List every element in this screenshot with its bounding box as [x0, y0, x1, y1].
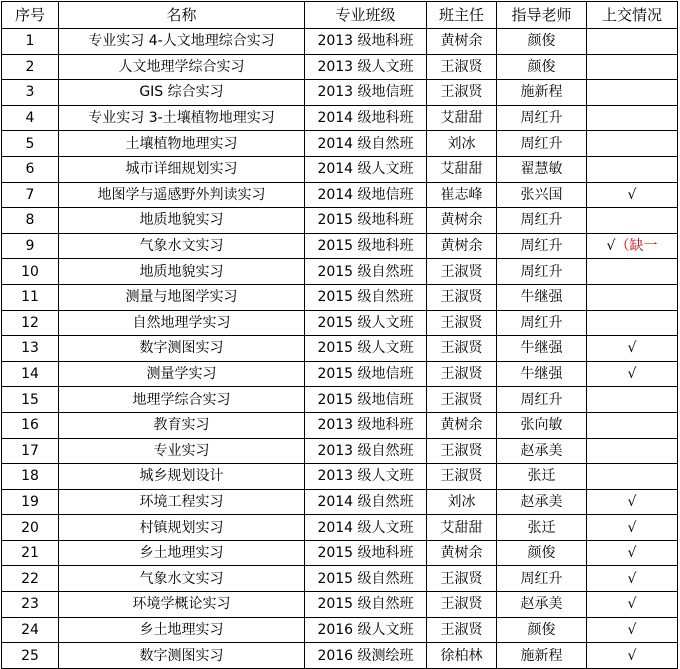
class-cell: 2013 级地科班	[305, 29, 427, 55]
practicum-name-cell: 乡土地理实习	[59, 540, 305, 566]
submission-status-cell	[587, 566, 678, 592]
homeroom-teacher-cell: 王淑贤	[427, 592, 497, 618]
advisor-cell: 周红升	[497, 310, 587, 336]
advisor-cell: 周红升	[497, 387, 587, 413]
check-mark: √	[627, 493, 637, 510]
submission-status-cell	[587, 182, 678, 208]
class-cell: 2015 级地科班	[305, 208, 427, 234]
practicum-name-cell: 环境学概论实习	[59, 592, 305, 618]
row-number-cell: 5	[2, 131, 59, 157]
practicum-name-cell: 环境工程实习	[59, 489, 305, 515]
table-row	[2, 617, 678, 643]
practicum-name-cell: 地图学与遥感野外判读实习	[59, 182, 305, 208]
advisor-cell: 周红升	[497, 131, 587, 157]
row-number-cell: 10	[2, 259, 59, 285]
class-cell: 2015 级自然班	[305, 592, 427, 618]
advisor-cell: 张兴国	[497, 182, 587, 208]
practicum-name-cell: 人文地理学综合实习	[59, 54, 305, 80]
practicum-name-cell: 专业实习 4-人文地理综合实习	[59, 29, 305, 55]
row-number-cell: 4	[2, 105, 59, 131]
submission-status-cell	[587, 464, 678, 490]
row-number-cell: 24	[2, 617, 59, 643]
row-number-cell: 22	[2, 566, 59, 592]
practicum-name-cell: 气象水文实习	[59, 566, 305, 592]
table-row	[2, 515, 678, 541]
row-number-cell: 17	[2, 438, 59, 464]
row-number-cell: 1	[2, 29, 59, 55]
class-cell: 2015 级地信班	[305, 387, 427, 413]
row-number-cell: 8	[2, 208, 59, 234]
practicum-name-cell: 数字测图实习	[59, 336, 305, 362]
row-number-cell: 21	[2, 540, 59, 566]
homeroom-teacher-cell: 王淑贤	[427, 259, 497, 285]
submission-status-cell	[587, 515, 678, 541]
table-row	[2, 643, 678, 669]
check-mark: √	[606, 238, 616, 255]
row-number-cell: 3	[2, 80, 59, 106]
homeroom-teacher-cell: 刘冰	[427, 489, 497, 515]
class-cell: 2015 级人文班	[305, 336, 427, 362]
class-cell: 2015 级自然班	[305, 284, 427, 310]
header-name: 名称	[59, 2, 305, 29]
practicum-name-cell: 土壤植物地理实习	[59, 131, 305, 157]
homeroom-teacher-cell: 艾甜甜	[427, 515, 497, 541]
submission-status-cell	[587, 387, 678, 413]
advisor-cell: 周红升	[497, 105, 587, 131]
advisor-cell: 周红升	[497, 208, 587, 234]
row-number-cell: 13	[2, 336, 59, 362]
row-number-cell: 12	[2, 310, 59, 336]
homeroom-teacher-cell: 黄树余	[427, 29, 497, 55]
practicum-name-cell: 教育实习	[59, 412, 305, 438]
class-cell: 2015 级地信班	[305, 361, 427, 387]
check-mark: √	[627, 647, 637, 664]
homeroom-teacher-cell: 王淑贤	[427, 617, 497, 643]
check-mark: √	[627, 366, 637, 383]
practicum-name-cell: GIS 综合实习	[59, 80, 305, 106]
homeroom-teacher-cell: 王淑贤	[427, 566, 497, 592]
check-mark: √	[627, 570, 637, 587]
homeroom-teacher-cell: 王淑贤	[427, 336, 497, 362]
table-row	[2, 156, 678, 182]
practicum-name-cell: 专业实习	[59, 438, 305, 464]
practicum-name-cell: 地质地貌实习	[59, 259, 305, 285]
submission-status-cell	[587, 489, 678, 515]
check-mark: √	[627, 596, 637, 613]
missing-note: （缺一	[615, 238, 658, 255]
practicum-name-cell: 地理学综合实习	[59, 387, 305, 413]
class-cell: 2014 级人文班	[305, 156, 427, 182]
submission-status-cell	[587, 540, 678, 566]
homeroom-teacher-cell: 徐柏林	[427, 643, 497, 669]
header-number: 序号	[2, 2, 59, 29]
table-row	[2, 540, 678, 566]
check-mark: √	[627, 545, 637, 562]
submission-status-cell	[587, 412, 678, 438]
header-submission-status: 上交情况	[587, 2, 678, 29]
submission-status-cell	[587, 643, 678, 669]
submission-status-cell	[587, 438, 678, 464]
submission-status-cell	[587, 617, 678, 643]
class-cell: 2015 级地科班	[305, 540, 427, 566]
advisor-cell: 颜俊	[497, 540, 587, 566]
row-number-cell: 2	[2, 54, 59, 80]
advisor-cell: 施新程	[497, 80, 587, 106]
homeroom-teacher-cell: 黄树余	[427, 233, 497, 259]
advisor-cell: 颜俊	[497, 617, 587, 643]
table-row	[2, 284, 678, 310]
homeroom-teacher-cell: 王淑贤	[427, 80, 497, 106]
submission-status-cell	[587, 29, 678, 55]
row-number-cell: 16	[2, 412, 59, 438]
submission-status-cell	[587, 131, 678, 157]
table-row	[2, 208, 678, 234]
practicum-name-cell: 乡土地理实习	[59, 617, 305, 643]
homeroom-teacher-cell: 艾甜甜	[427, 156, 497, 182]
submission-status-cell	[587, 592, 678, 618]
class-cell: 2014 级地科班	[305, 105, 427, 131]
submission-status-cell	[587, 233, 678, 259]
row-number-cell: 11	[2, 284, 59, 310]
practicum-name-cell: 村镇规划实习	[59, 515, 305, 541]
submission-status-cell	[587, 361, 678, 387]
homeroom-teacher-cell: 王淑贤	[427, 438, 497, 464]
practicum-name-cell: 自然地理学实习	[59, 310, 305, 336]
practicum-table	[1, 1, 678, 669]
table-row	[2, 412, 678, 438]
check-mark: √	[627, 519, 637, 536]
advisor-cell: 牛继强	[497, 336, 587, 362]
advisor-cell: 张迁	[497, 515, 587, 541]
submission-status-cell	[587, 80, 678, 106]
table-row	[2, 233, 678, 259]
advisor-cell: 牛继强	[497, 361, 587, 387]
homeroom-teacher-cell: 王淑贤	[427, 284, 497, 310]
row-number-cell: 14	[2, 361, 59, 387]
class-cell: 2014 级人文班	[305, 515, 427, 541]
practicum-name-cell: 数字测图实习	[59, 643, 305, 669]
advisor-cell: 赵承美	[497, 592, 587, 618]
class-cell: 2015 级自然班	[305, 259, 427, 285]
table-row	[2, 438, 678, 464]
row-number-cell: 25	[2, 643, 59, 669]
advisor-cell: 牛继强	[497, 284, 587, 310]
advisor-cell: 张向敏	[497, 412, 587, 438]
submission-status-cell	[587, 208, 678, 234]
practicum-name-cell: 城乡规划设计	[59, 464, 305, 490]
class-cell: 2013 级人文班	[305, 464, 427, 490]
class-cell: 2014 级地信班	[305, 182, 427, 208]
homeroom-teacher-cell: 刘冰	[427, 131, 497, 157]
practicum-name-cell: 城市详细规划实习	[59, 156, 305, 182]
row-number-cell: 9	[2, 233, 59, 259]
check-mark: √	[627, 186, 637, 203]
homeroom-teacher-cell: 黄树余	[427, 208, 497, 234]
table-row	[2, 54, 678, 80]
advisor-cell: 颜俊	[497, 29, 587, 55]
advisor-cell: 施新程	[497, 643, 587, 669]
class-cell: 2015 级地科班	[305, 233, 427, 259]
class-cell: 2016 级人文班	[305, 617, 427, 643]
practicum-name-cell: 气象水文实习	[59, 233, 305, 259]
header-advisor: 指导老师	[497, 2, 587, 29]
row-number-cell: 18	[2, 464, 59, 490]
table-row	[2, 105, 678, 131]
class-cell: 2013 级地科班	[305, 412, 427, 438]
practicum-name-cell: 地质地貌实习	[59, 208, 305, 234]
submission-status-cell	[587, 284, 678, 310]
class-cell: 2016 级测绘班	[305, 643, 427, 669]
check-mark: √	[627, 340, 637, 357]
advisor-cell: 周红升	[497, 566, 587, 592]
advisor-cell: 赵承美	[497, 438, 587, 464]
homeroom-teacher-cell: 崔志峰	[427, 182, 497, 208]
row-number-cell: 19	[2, 489, 59, 515]
practicum-name-cell: 测量与地图学实习	[59, 284, 305, 310]
homeroom-teacher-cell: 王淑贤	[427, 310, 497, 336]
advisor-cell: 周红升	[497, 259, 587, 285]
row-number-cell: 7	[2, 182, 59, 208]
table-row	[2, 336, 678, 362]
practicum-name-cell: 测量学实习	[59, 361, 305, 387]
table-row	[2, 80, 678, 106]
submission-status-cell	[587, 54, 678, 80]
class-cell: 2015 级自然班	[305, 566, 427, 592]
homeroom-teacher-cell: 王淑贤	[427, 361, 497, 387]
homeroom-teacher-cell: 王淑贤	[427, 464, 497, 490]
header-homeroom-teacher: 班主任	[427, 2, 497, 29]
table-row	[2, 131, 678, 157]
table-row	[2, 489, 678, 515]
submission-status-cell	[587, 156, 678, 182]
advisor-cell: 颜俊	[497, 54, 587, 80]
homeroom-teacher-cell: 黄树余	[427, 540, 497, 566]
table-row	[2, 182, 678, 208]
header-class: 专业班级	[305, 2, 427, 29]
table-row	[2, 310, 678, 336]
table-row	[2, 361, 678, 387]
class-cell: 2014 级自然班	[305, 131, 427, 157]
table-row	[2, 259, 678, 285]
homeroom-teacher-cell: 王淑贤	[427, 54, 497, 80]
table-row	[2, 566, 678, 592]
table-row	[2, 29, 678, 55]
advisor-cell: 周红升	[497, 233, 587, 259]
class-cell: 2013 级地信班	[305, 80, 427, 106]
submission-status-cell	[587, 336, 678, 362]
submission-status-cell	[587, 105, 678, 131]
class-cell: 2014 级自然班	[305, 489, 427, 515]
submission-status-cell	[587, 310, 678, 336]
row-number-cell: 20	[2, 515, 59, 541]
homeroom-teacher-cell: 艾甜甜	[427, 105, 497, 131]
row-number-cell: 23	[2, 592, 59, 618]
practicum-name-cell: 专业实习 3-土壤植物地理实习	[59, 105, 305, 131]
table-row	[2, 592, 678, 618]
homeroom-teacher-cell: 黄树余	[427, 412, 497, 438]
table-row	[2, 387, 678, 413]
homeroom-teacher-cell: 王淑贤	[427, 387, 497, 413]
class-cell: 2013 级自然班	[305, 438, 427, 464]
advisor-cell: 赵承美	[497, 489, 587, 515]
header-row	[2, 2, 678, 29]
row-number-cell: 6	[2, 156, 59, 182]
class-cell: 2013 级人文班	[305, 54, 427, 80]
class-cell: 2015 级人文班	[305, 310, 427, 336]
advisor-cell: 翟慧敏	[497, 156, 587, 182]
check-mark: √	[627, 621, 637, 638]
advisor-cell: 张迁	[497, 464, 587, 490]
table-row	[2, 464, 678, 490]
row-number-cell: 15	[2, 387, 59, 413]
submission-status-cell	[587, 259, 678, 285]
